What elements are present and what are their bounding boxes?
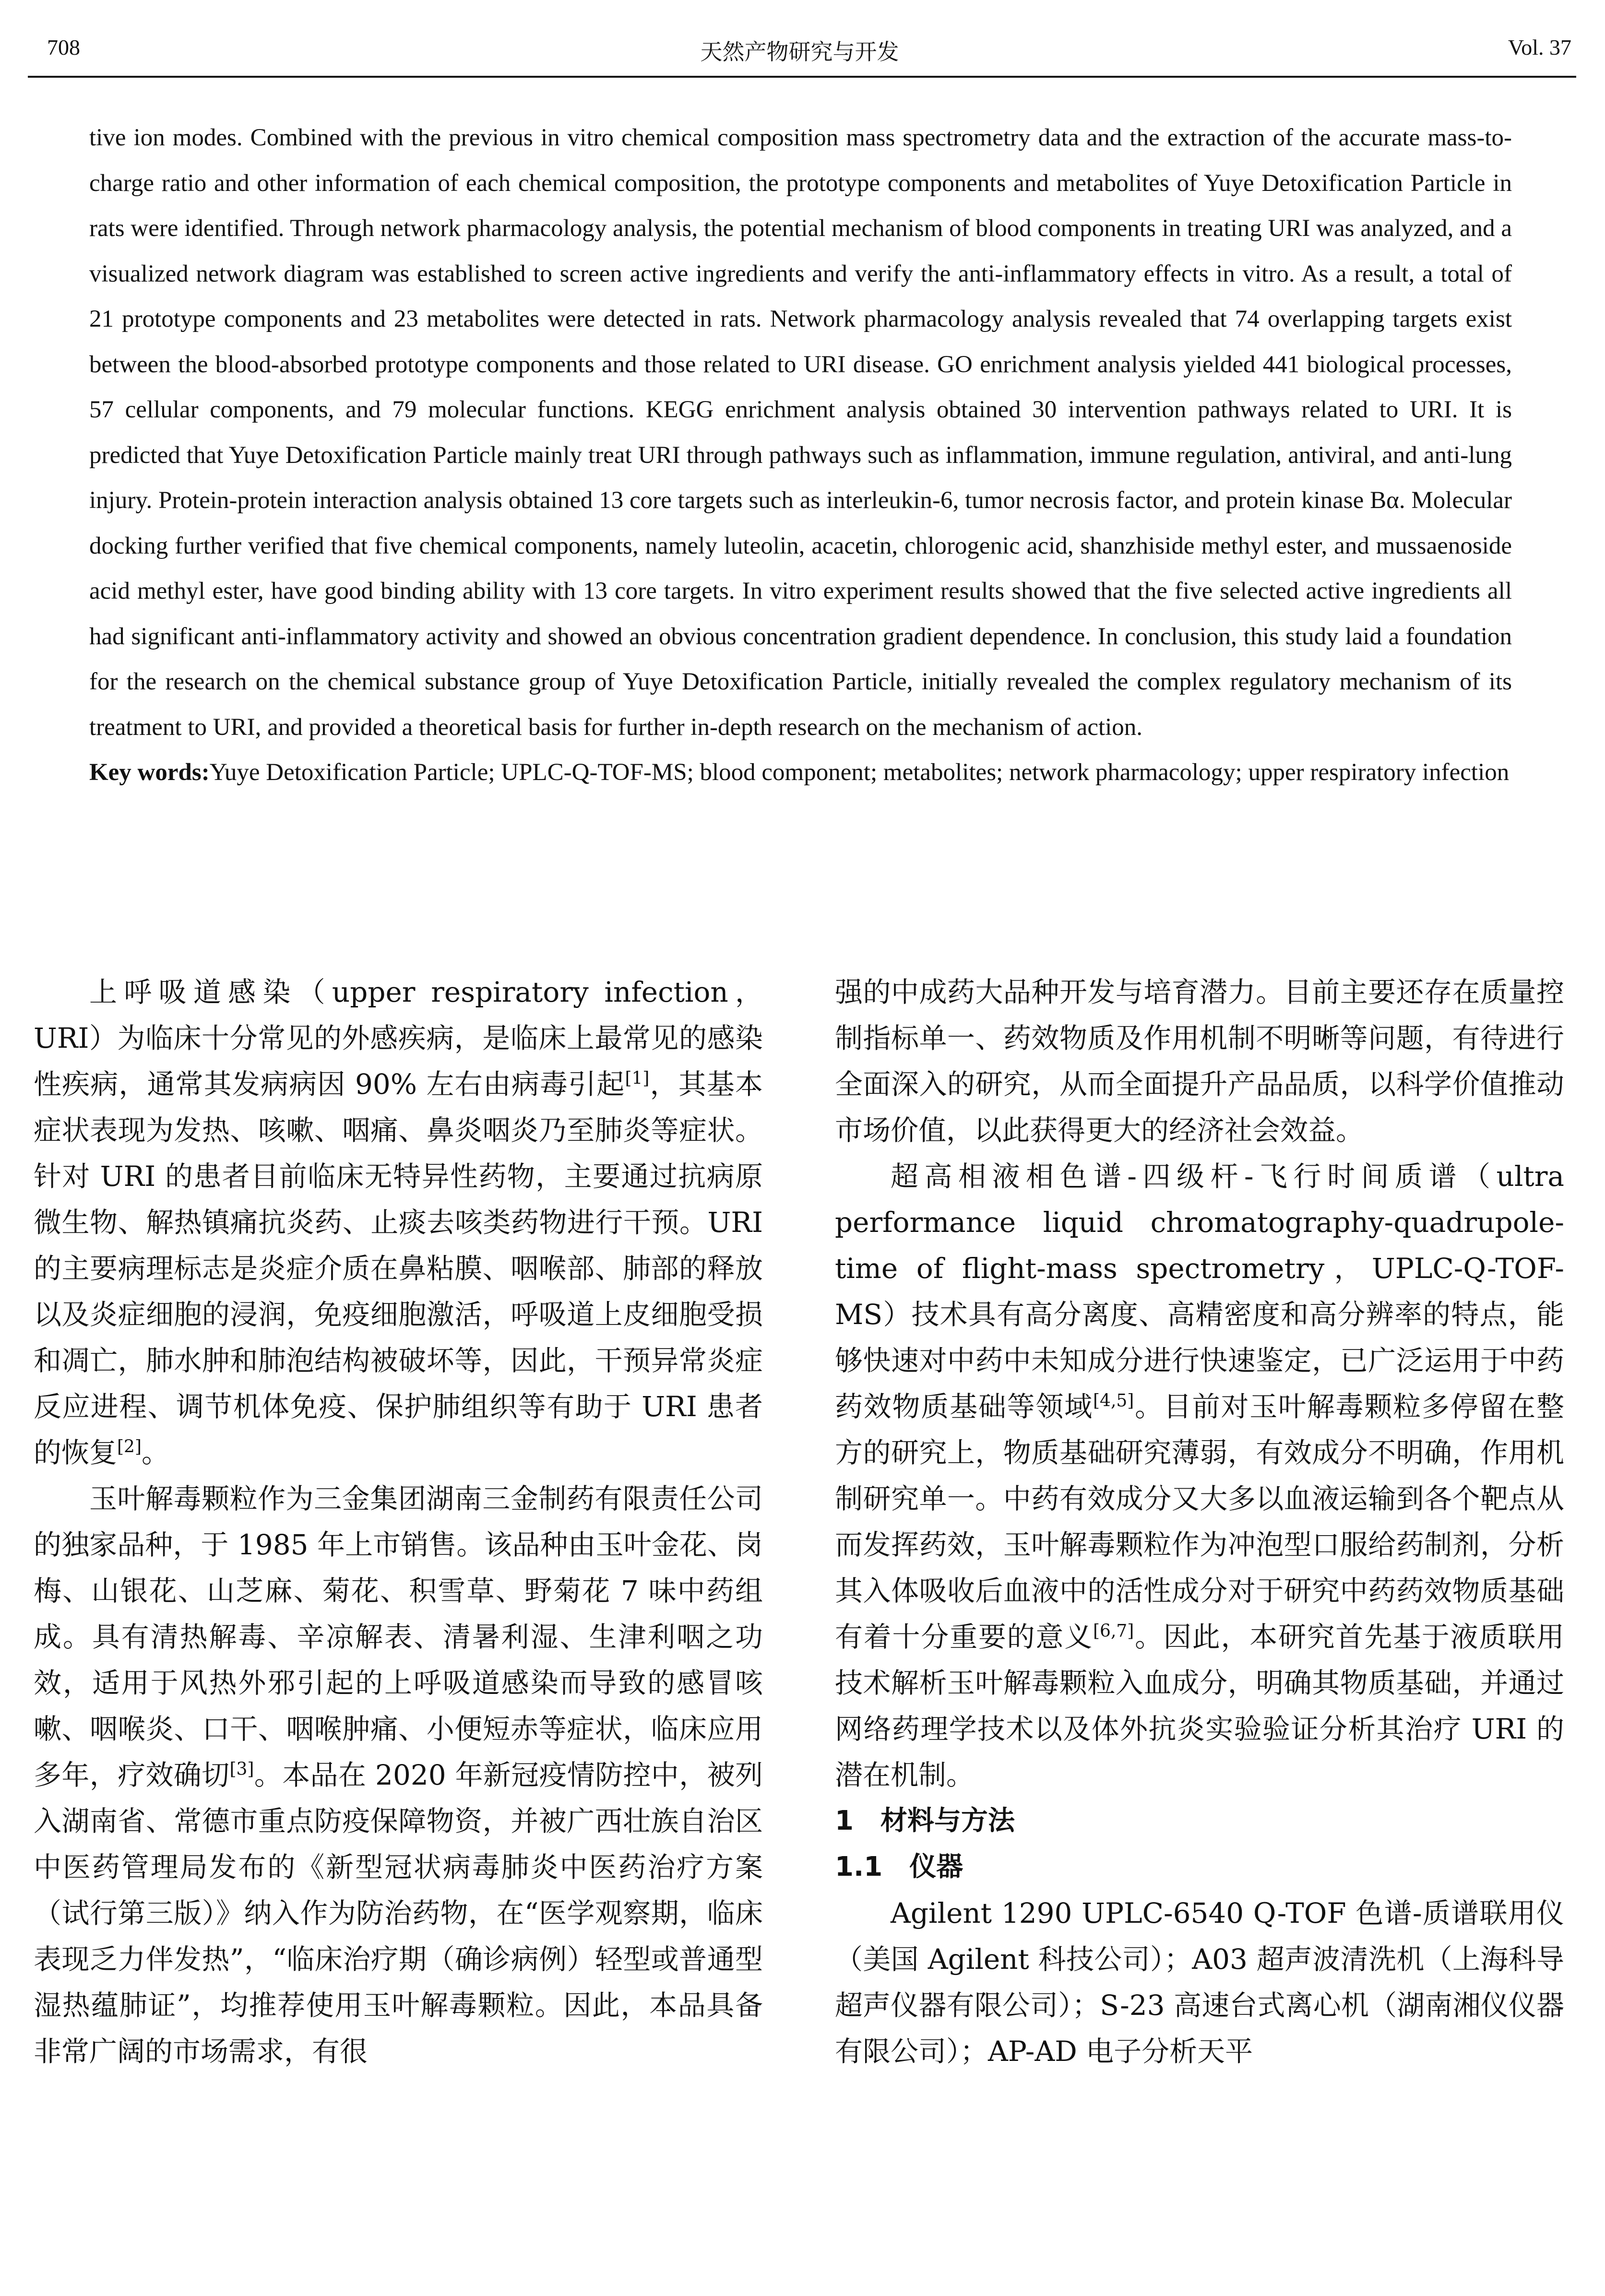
citation-ref[interactable]: [4,5] <box>1093 1391 1134 1411</box>
text-run: 上呼吸道感染（upper respiratory infection，URI）为临床十分常见的外感疾病，是临床上最常见的感染性疾病，通常其发病病因 90% 左右由病毒引起 <box>34 976 763 1101</box>
citation-ref[interactable]: [3] <box>229 1759 254 1779</box>
keywords-label: Key words: <box>89 759 210 786</box>
volume-label: Vol. 37 <box>1508 35 1571 59</box>
body-column-left <box>34 969 763 2074</box>
text-run: 超高相液相色谱-四级杆-飞行时间质谱（ultra performance liquid chromatography-quadrupole-time of flight-mass spectrometry，UPLC-Q-TOF-MS）技术具有高分离度、高精密度和高分辨率的特点，能够快速对中药中未知成分进行快速鉴定，已广泛运用于中药药效物质基础等领域 <box>835 1160 1564 1423</box>
text-run: 。因此，本研究首先基于液质联用技术解析玉叶解毒颗粒入血成分，明确其物质基础，并通过网络药理学技术以及体外抗炎实验验证分析其治疗 URI 的潜在机制。 <box>835 1621 1564 1791</box>
keywords-text: Yuye Detoxification Particle; UPLC-Q-TOF-MS; blood component; metabolites; network pharmacology; upper respiratory infection <box>209 759 1510 786</box>
header-rule <box>28 76 1576 78</box>
text-run: 。目前对玉叶解毒颗粒多停留在整方的研究上，物质基础研究薄弱，有效成分不明确，作用机制研究单一。中药有效成分又大多以血液运输到各个靶点从而发挥药效，玉叶解毒颗粒作为冲泡型口服给药制剂，分析其入体吸收后血液中的活性成分对于研究中药药效物质基础有着十分重要的意义 <box>835 1390 1564 1653</box>
text-run: 。本品在 2020 年新冠疫情防控中，被列入湖南省、常德市重点防疫保障物资，并被广西壮族自治区中医药管理局发布的《新型冠状病毒肺炎中医药治疗方案（试行第三版）》纳入作为防治药物，在“医学观察期，临床表现乏力伴发热”，“临床治疗期（确诊病例）轻型或普通型湿热蕴肺证”，均推荐使用玉叶解毒颗粒。因此，本品具备非常广阔的市场需求，有很 <box>34 1759 763 2068</box>
text-run: ，其基本症状表现为发热、咳嗽、咽痛、鼻炎咽炎乃至肺炎等症状。针对 URI 的患者目前临床无特异性药物，主要通过抗病原微生物、解热镇痛抗炎药、止痰去咳类药物进行干预。URI 的主要病理标志是炎症介质在鼻粘膜、咽喉部、肺部的释放以及炎症细胞的浸润，免疫细胞激活，呼吸道上皮细胞受损和凋亡，肺水肿和肺泡结构被破坏等，因此，干预异常炎症反应进程、调节机体免疫、保护肺组织等有助于 URI 患者的恢复 <box>34 1068 763 1469</box>
paragraph-product <box>34 1476 763 2074</box>
section-heading: 1 材料与方法 <box>835 1805 1015 1836</box>
keywords-line <box>89 750 1512 795</box>
paragraph-continued: 强的中成药大品种开发与培育潜力。目前主要还存在质量控制指标单一、药效物质及作用机制不明晰等问题，有待进行全面深入的研究，从而全面提升产品品质，以科学价值推动市场价值，以此获得更大的经济社会效益。 <box>835 976 1564 1147</box>
text-run: 。 <box>142 1436 170 1469</box>
subsection-heading: 1.1 仪器 <box>835 1851 963 1882</box>
paragraph-intro <box>34 969 763 1476</box>
running-header <box>28 30 1571 63</box>
citation-ref[interactable]: [6,7] <box>1093 1621 1134 1641</box>
english-abstract <box>89 115 1512 795</box>
paragraph-instruments: Agilent 1290 UPLC-6540 Q-TOF 色谱-质谱联用仪（美国 Agilent 科技公司）；A03 超声波清洗机（上海科导超声仪器有限公司）；S-23 高速台式离心机（湖南湘仪仪器有限公司）；AP-AD 电子分析天平 <box>835 1897 1564 2068</box>
journal-title: 天然产物研究与开发 <box>700 40 899 64</box>
paragraph-uplc <box>835 1153 1564 1798</box>
text-run: 玉叶解毒颗粒作为三金集团湖南三金制药有限责任公司的独家品种，于 1985 年上市销售。该品种由玉叶金花、岗梅、山银花、山芝麻、菊花、积雪草、野菊花 7 味中药组成。具有清热解毒、辛凉解表、清暑利湿、生津利咽之功效，适用于风热外邪引起的上呼吸道感染而导致的感冒咳嗽、咽喉炎、口干、咽喉肿痛、小便短赤等症状，临床应用多年，疗效确切 <box>34 1482 763 1791</box>
page-number: 708 <box>47 35 80 59</box>
citation-ref[interactable]: [1] <box>625 1068 650 1089</box>
body-column-right <box>835 969 1564 2074</box>
abstract-text: tive ion modes. Combined with the previous in vitro chemical composition mass spectrometry data and the extraction of the accurate mass-to-charge ratio and other information of each chemical composition, the prototype components and metabolites of Yuye Detoxification Particle in rats were identified. Through network pharmacology analysis, the potential mechanism of blood components in treating URI was analyzed, and a visualized network diagram was established to screen active ingredients and verify the anti-inflammatory effects in vitro. As a result, a total of 21 prototype components and 23 metabolites were detected in rats. Network pharmacology analysis revealed that 74 overlapping targets exist between the blood-absorbed prototype components and those related to URI disease. GO enrichment analysis yielded 441 biological processes, 57 cellular components, and 79 molecular functions. KEGG enrichment analysis obtained 30 intervention pathways related to URI. It is predicted that Yuye Detoxification Particle mainly treat URI through pathways such as inflammation, immune regulation, antiviral, and anti-lung injury. Protein-protein interaction analysis obtained 13 core targets such as interleukin-6, tumor necrosis factor, and protein kinase Bα. Molecular docking further verified that five chemical components, namely luteolin, acacetin, chlorogenic acid, shanzhiside methyl ester, and mussaenoside acid methyl ester, have good binding ability with 13 core targets. In vitro experiment results showed that the five selected active ingredients all had significant anti-inflammatory activity and showed an obvious concentration gradient dependence. In conclusion, this study laid a foundation for the research on the chemical substance group of Yuye Detoxification Particle, initially revealed the complex regulatory mechanism of its treatment to URI, and provided a theoretical basis for further in-depth research on the mechanism of action. <box>89 124 1512 741</box>
citation-ref[interactable]: [2] <box>117 1437 142 1457</box>
